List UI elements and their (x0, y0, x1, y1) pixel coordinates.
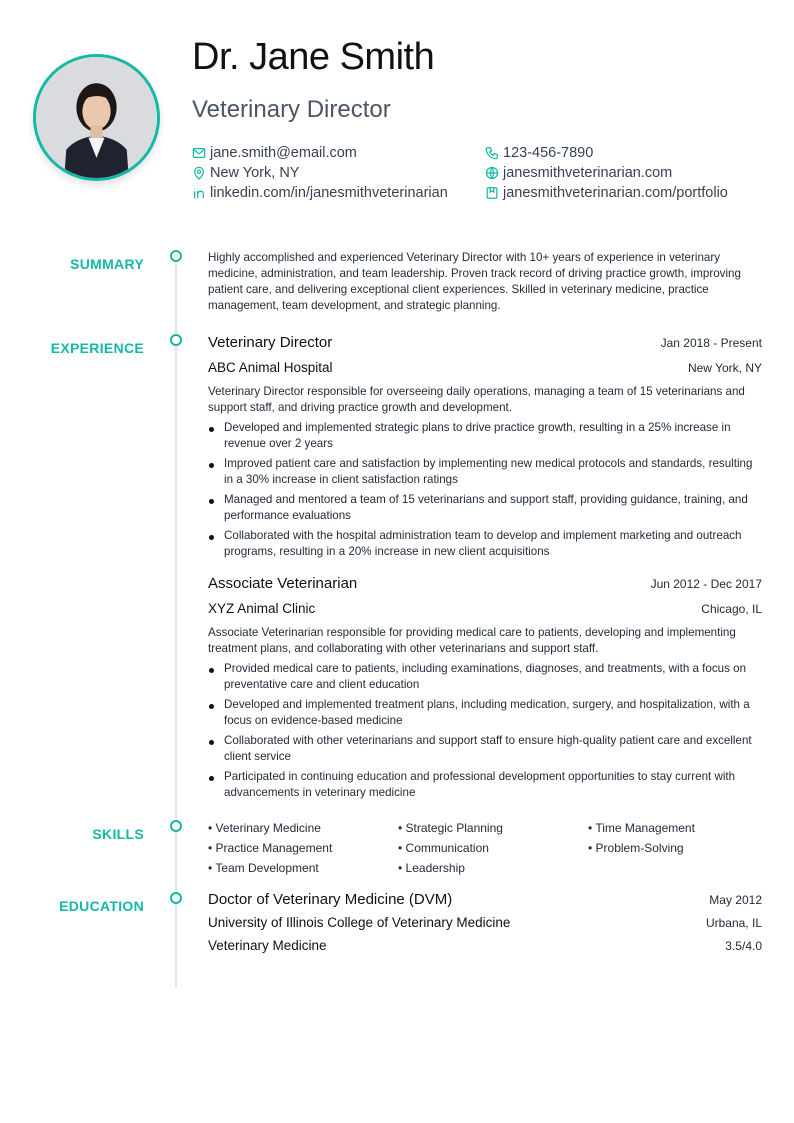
skill-item: • Communication (398, 840, 588, 856)
job-title: Veterinary Director (208, 334, 333, 351)
contact-email-text[interactable]: jane.smith@email.com (210, 145, 357, 161)
profile-photo (33, 54, 160, 181)
job-location: New York, NY (687, 361, 762, 375)
section-label-skills: SKILLS (92, 826, 144, 842)
job-bullet: Developed and implemented strategic plans to drive practice growth, resulting in a 25% increase in revenue over 2 years (208, 420, 762, 452)
contact-email[interactable] (192, 143, 448, 163)
portrait-illustration (36, 57, 157, 178)
skill-item: • Veterinary Medicine (208, 820, 398, 836)
contact-column-left (192, 143, 448, 203)
education-gpa: 3.5/4.0 (725, 939, 762, 953)
map-pin-icon (192, 166, 206, 180)
experience-section-2 (208, 576, 762, 805)
job-company: ABC Animal Hospital (208, 360, 333, 375)
job-title: Associate Veterinarian (208, 575, 358, 592)
education-section (208, 892, 762, 961)
section-label-summary: SUMMARY (70, 256, 144, 272)
job-description: Associate Veterinarian responsible for providing medical care to patients, developing and implementing treatment plans, and collaborating with other veterinarians and support staff. (208, 626, 736, 655)
skill-item: • Time Management (588, 820, 762, 836)
job-bullets (208, 420, 762, 560)
experience-entry (208, 335, 762, 560)
section-label-education: EDUCATION (59, 898, 144, 914)
job-location: Chicago, IL (701, 602, 762, 616)
contact-linkedin-text[interactable]: linkedin.com/in/janesmithveterinarian (210, 185, 448, 201)
job-dates: Jan 2018 - Present (660, 336, 762, 350)
job-description: Veterinary Director responsible for overseeing daily operations, managing a team of 15 veterinarians and support staff, and driving practice growth and development. (208, 385, 745, 414)
mail-icon (192, 146, 206, 160)
experience-entry (208, 576, 762, 801)
contact-website[interactable] (485, 163, 728, 183)
job-bullet: Collaborated with the hospital administration team to develop and implement marketing and outreach programs, resulting in a 20% increase in new client acquisitions (208, 528, 762, 560)
timeline-dot-summary (170, 250, 182, 262)
education-location: Urbana, IL (705, 916, 762, 930)
job-dates: Jun 2012 - Dec 2017 (650, 577, 762, 591)
contact-website-text[interactable]: janesmithveterinarian.com (503, 165, 673, 181)
education-school: University of Illinois College of Veterinary Medicine (208, 915, 511, 930)
bookmark-icon (485, 186, 499, 200)
phone-icon (485, 146, 499, 160)
education-date: May 2012 (709, 893, 762, 907)
globe-icon (485, 166, 499, 180)
job-bullet: Collaborated with other veterinarians and support staff to ensure high-quality patient care and excellent client service (208, 733, 762, 765)
timeline-dot-education (170, 892, 182, 904)
skills-grid (208, 820, 762, 876)
summary-text: Highly accomplished and experienced Veterinary Director with 10+ years of experience in veterinary medicine, administration, and team leadership. Proven track record of driving practice growth, improving patient care, and delivering exceptional client experiences. Skilled in veterinary medicine, practice management, team development, and strategic planning. (208, 251, 741, 312)
section-label-experience: EXPERIENCE (50, 340, 144, 356)
job-bullet: Participated in continuing education and professional development opportunities to stay current with advancements in veterinary medicine (208, 769, 762, 801)
skill-item: • Leadership (398, 860, 588, 876)
job-bullet: Improved patient care and satisfaction by implementing new medical protocols and standards, resulting in a 30% increase in client satisfaction ratings (208, 456, 762, 488)
linkedin-icon (192, 186, 206, 200)
job-company: XYZ Animal Clinic (208, 601, 316, 616)
experience-section (208, 335, 762, 564)
skill-item: • Problem-Solving (588, 840, 762, 856)
timeline-dot-skills (170, 820, 182, 832)
skill-item: • Practice Management (208, 840, 398, 856)
contact-location-text: New York, NY (210, 165, 300, 181)
contact-portfolio-text[interactable]: janesmithveterinarian.com/portfolio (503, 185, 728, 201)
job-bullet: Provided medical care to patients, including examinations, diagnoses, and treatments, with a focus on preventative care and client education (208, 661, 762, 693)
contact-phone-text[interactable]: 123-456-7890 (503, 145, 594, 161)
contact-phone[interactable] (485, 143, 728, 163)
contact-location (192, 163, 448, 183)
contact-column-right (485, 143, 728, 203)
timeline-dot-experience (170, 334, 182, 346)
contact-portfolio[interactable] (485, 183, 728, 203)
job-bullet: Managed and mentored a team of 15 veterinarians and support staff, providing guidance, training, and performance evaluations (208, 492, 762, 524)
education-degree: Doctor of Veterinary Medicine (DVM) (208, 891, 453, 908)
education-field: Veterinary Medicine (208, 938, 327, 953)
job-bullets (208, 661, 762, 801)
skill-item: • Team Development (208, 860, 398, 876)
contact-linkedin[interactable] (192, 183, 448, 203)
timeline-line (175, 257, 177, 988)
job-bullet: Developed and implemented treatment plans, including medication, surgery, and hospitalization, with a focus on evidence-based medicine (208, 697, 762, 729)
candidate-role: Veterinary Director (192, 96, 391, 123)
skill-item: • Strategic Planning (398, 820, 588, 836)
candidate-name: Dr. Jane Smith (192, 36, 435, 78)
